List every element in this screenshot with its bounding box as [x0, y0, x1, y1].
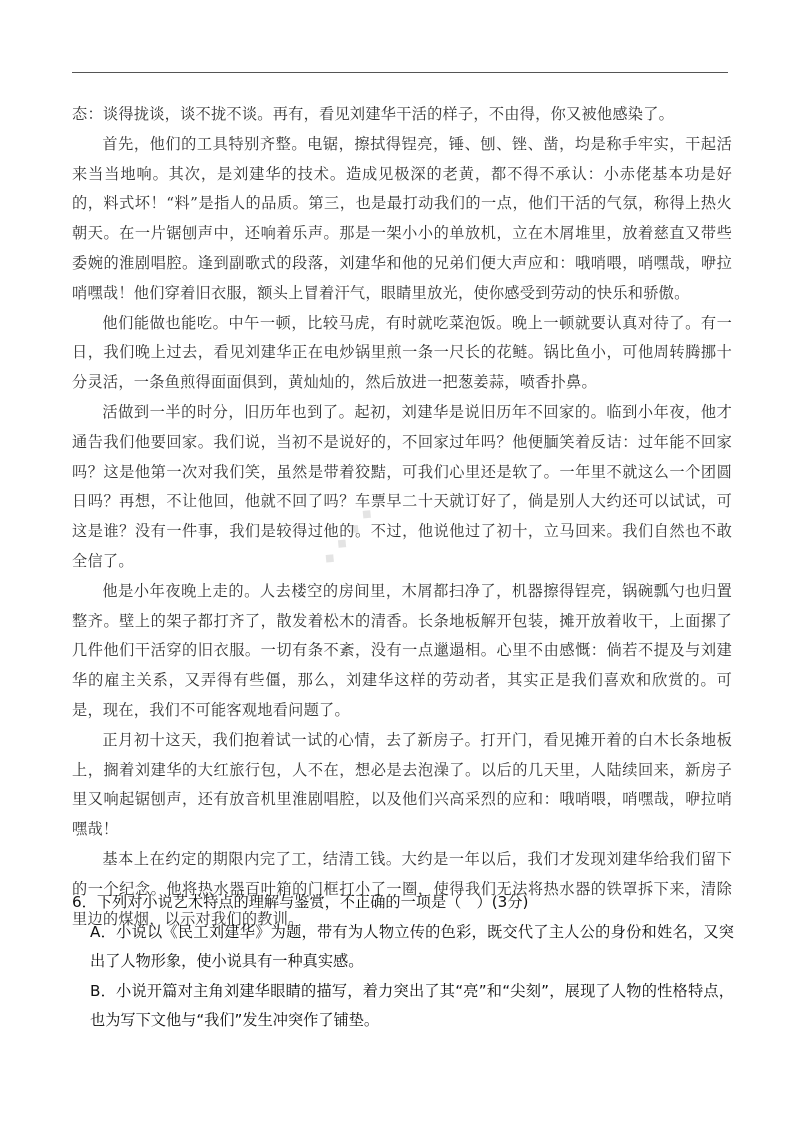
passage-paragraph: 活做到一半的时分，旧历年也到了。起初，刘建华是说旧历年不回家的。临到小年夜，他才通告我们他要回家。我们说，当初不是说好的，不回家过年吗？他便腼笑着反诘：过年能不回家吗？这是他第一次对我们笑，虽然是带着狡黠，可我们心里还是软了。一年里不就这么一个团圆日吗？再想，不让他回，他就不回了吗？车票早二十天就订好了，倘是别人大约还可以试试，可这是谁？没有一件事，我们是较得过他的。不过，他说他过了初十，立马回来。我们自然也不敢全信了。 — [72, 402, 732, 570]
option-b: B．小说开篇对主角刘建华眼睛的描写，着力突出了其“亮”和“尖刻”，展现了人物的性格特点，也为写下文他与“我们”发生冲突作了铺垫。 — [90, 981, 734, 1029]
passage-paragraph: 首先，他们的工具特别齐整。电锯，擦拭得锃亮，锤、刨、锉、凿，均是称手牢实，干起活来当当地响。其次，是刘建华的技术。造成见极深的老黄，都不得不承认：小赤佬基本功是好的，料式坏！“料”是指人的品质。第三，也是最打动我们的一点，他们干活的气氛，称得上热火朝天。在一片锯刨声中，还响着乐声。那是一架小小的单放机，立在木屑堆里，放着慈直又带些委婉的淮剧唱腔。逢到副歌式的段落，刘建华和他的兄弟们便大声应和：哦哨喂，哨嘿哉，咿拉哨嘿哉！他们穿着旧衣服，额头上冒着汗气，眼睛里放光，使你感受到劳动的快乐和骄傲。 — [72, 134, 732, 302]
option-a: A．小说以《民工刘建华》为题，带有为人物立传的色彩，既交代了主人公的身份和姓名，又突出了人物形象，使小说具有一种真实感。 — [90, 922, 734, 970]
passage-paragraph: 基本上在约定的期限内完了工，结清工钱。大约是一年以后，我们才发现刘建华给我们留下的一个纪念。他将热水器百叶箱的门框打小了一圈，使得我们无法将热水器的铁罩拆下来，清除里边的煤烟，以示对我们的教训。 — [72, 849, 732, 928]
header-rule — [72, 72, 728, 73]
passage-paragraph: 他是小年夜晚上走的。人去楼空的房间里，木屑都扫净了，机器擦得锃亮，锅碗瓢勺也归置整齐。壁上的架子都打齐了，散发着松木的清香。长条地板解开包装，摊开放着收干，上面摞了几件他们干活穿的旧衣服。一切有条不紊，没有一点邋遢相。心里不由感慨：倘若不提及与刘建华的雇主关系，又弄得有些僵，那么，刘建华这样的劳动者，其实正是我们喜欢和欣赏的。可是，现在，我们不可能客观地看问题了。 — [72, 581, 732, 719]
story-passage — [72, 100, 732, 934]
question-stem: 6．下列对小说艺术特点的理解与鉴赏，不正确的一项是（ ）(3分) — [72, 893, 529, 911]
passage-paragraph: 他们能做也能吃。中午一顿，比较马虎，有时就吃菜泡饭。晚上一顿就要认真对待了。有一日，我们晚上过去，看见刘建华正在电炒锅里煎一条一尺长的花鲢。锅比鱼小，可他周转腾挪十分灵活，一条鱼煎得面面俱到，黄灿灿的，然后放进一把葱姜蒜，喷香扑鼻。 — [72, 313, 732, 392]
passage-paragraph: 态：谈得拢谈，谈不拢不谈。再有，看见刘建华干活的样子，不由得，你又被他感染了。 — [72, 105, 675, 123]
question-6 — [72, 888, 734, 1036]
watermark: ◆ ◆ ◆ ◆ ◆ — [319, 488, 390, 568]
passage-paragraph: 正月初十这天，我们抱着试一试的心情，去了新房子。打开门，看见摊开着的白木长条地板上，搁着刘建华的大红旅行包，人不在，想必是去泡澡了。以后的几天里，人陆续回来，新房子里又响起锯刨声，还有放音机里淮剧唱腔，以及他们兴高采烈的应和：哦哨喂，哨嘿哉，咿拉哨嘿哉！ — [72, 730, 732, 839]
